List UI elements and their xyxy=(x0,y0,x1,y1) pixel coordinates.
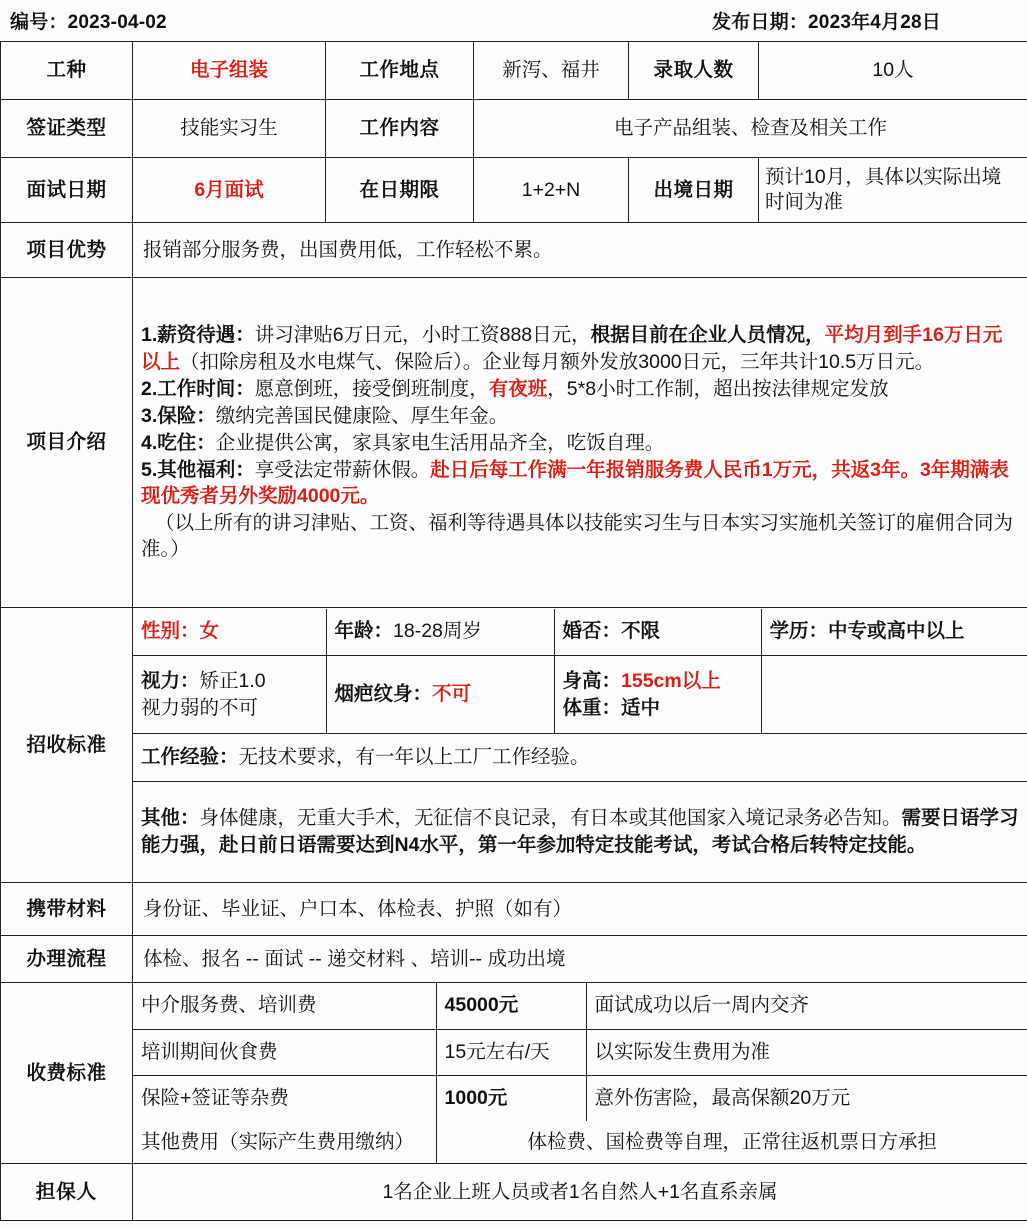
introduction-label: 项目介绍 xyxy=(1,278,133,608)
introduction-item-text: ，5*8小时工作制，超出按法律规定发放 xyxy=(547,377,889,400)
headcount-label: 录取人数 xyxy=(629,42,759,100)
job-type-label: 工种 xyxy=(1,42,133,100)
document-code-value: 2023-04-02 xyxy=(67,12,167,33)
introduction-item-title: 4.吃住： xyxy=(141,431,216,454)
table-row-standards xyxy=(1,608,1027,883)
introduction-item xyxy=(141,430,1019,456)
introduction-item xyxy=(141,376,1019,402)
introduction-item-text: 赴日后每工作满一年报销服务费人民币1万元，共返3年。3年期满表现优秀者另外奖励4000元。 xyxy=(141,459,1009,508)
marriage-cell xyxy=(554,609,761,656)
fee-note: 面试成功以后一周内交齐 xyxy=(586,983,1027,1029)
guarantor-value: 1名企业上班人员或者1名自然人+1名直系亲属 xyxy=(133,1164,1027,1221)
process-value: 体检、报名 -- 面试 -- 递交材料 、培训-- 成功出境 xyxy=(133,936,1027,983)
standards-row-basic xyxy=(133,609,1027,656)
interview-date-label: 面试日期 xyxy=(1,158,133,223)
introduction-item-text: 享受法定带薪休假。 xyxy=(254,459,431,482)
fees-grid-cell xyxy=(133,983,1027,1164)
fee-amount: 15元左右/天 xyxy=(436,1029,586,1075)
gender-cell xyxy=(133,609,326,656)
standards-row-experience xyxy=(133,734,1027,782)
fee-note: 意外伤害险，最高保额20万元 xyxy=(586,1075,1027,1121)
fees-row xyxy=(133,1029,1027,1075)
tattoo-value: 不可 xyxy=(432,683,472,706)
table-row-process xyxy=(1,936,1027,983)
fee-item: 培训期间伙食费 xyxy=(133,1029,436,1075)
work-content-label: 工作内容 xyxy=(326,100,474,158)
introduction-item xyxy=(141,322,1019,374)
fees-row-other xyxy=(133,1121,1027,1163)
stay-period-label: 在日期限 xyxy=(326,158,474,223)
education-label: 学历： xyxy=(769,620,829,643)
standards-row-physical xyxy=(133,656,1027,734)
table-row-visa xyxy=(1,100,1027,158)
gender-value: 女 xyxy=(199,620,220,643)
fee-amount: 45000元 xyxy=(436,983,586,1029)
introduction-item-title: 2.工作时间： xyxy=(141,377,255,400)
standards-grid-cell xyxy=(133,608,1027,883)
introduction-item-text: 愿意倒班，接受倒班制度， xyxy=(254,377,489,400)
stay-period-value: 1+2+N xyxy=(474,158,629,223)
age-value: 18-28周岁 xyxy=(393,620,482,643)
publish-date-value: 2023年4月28日 xyxy=(808,12,941,33)
table-row-introduction xyxy=(1,278,1027,608)
fees-grid xyxy=(133,983,1027,1163)
other-requirements-cell xyxy=(133,782,1027,882)
introduction-item-text: （扣除房租及水电煤气、保险后）。企业每月额外发放3000日元，三年共计10.5万日元。 xyxy=(180,350,935,373)
standards-grid xyxy=(133,609,1027,882)
table-row-interview xyxy=(1,158,1027,223)
advantage-value: 报销部分服务费，出国费用低，工作轻松不累。 xyxy=(133,223,1027,278)
marriage-value: 不限 xyxy=(621,620,661,643)
height-line xyxy=(563,668,753,694)
other-requirements-label: 其他： xyxy=(141,807,200,830)
fees-other-note: 体检费、国检费等自理，正常往返机票日方承担 xyxy=(436,1121,1027,1163)
introduction-item-text: 有夜班 xyxy=(488,377,548,400)
fee-item: 保险+签证等杂费 xyxy=(133,1075,436,1121)
table-row-fees xyxy=(1,983,1027,1164)
advantage-label: 项目优势 xyxy=(1,223,133,278)
fees-row xyxy=(133,1075,1027,1121)
table-row-job-type xyxy=(1,42,1027,100)
vision-cell xyxy=(133,656,326,734)
introduction-item-text: 企业提供公寓，家具家电生活用品齐全，吃饭自理。 xyxy=(215,431,665,454)
introduction-item-text: 缴纳完善国民健康险、厚生年金。 xyxy=(215,404,509,427)
publish-date xyxy=(712,7,1013,34)
weight-label: 体重： xyxy=(562,696,622,719)
vision-value: 矫正1.0 xyxy=(199,670,266,693)
publish-date-label: 发布日期： xyxy=(712,12,809,33)
introduction-item-title: 3.保险： xyxy=(141,404,216,427)
document-code-label: 编号： xyxy=(10,12,68,33)
introduction-item-text: 讲习津贴6万日元，小时工资888日元， xyxy=(254,324,591,347)
fees-label: 收费标准 xyxy=(1,983,133,1164)
introduction-body xyxy=(133,278,1027,608)
tattoo-label: 烟疤纹身： xyxy=(334,683,433,706)
tattoo-cell xyxy=(326,656,554,734)
document-code xyxy=(10,7,167,34)
visa-label: 签证类型 xyxy=(1,100,133,158)
introduction-item-title: 5.其他福利： xyxy=(141,459,255,482)
fee-note: 以实际发生费用为准 xyxy=(586,1029,1027,1075)
experience-cell xyxy=(133,734,1027,782)
gender-label: 性别： xyxy=(141,620,200,643)
other-requirements-normal: 身体健康，无重大手术，无征信不良记录，有日本或其他国家入境记录务必告知。 xyxy=(199,807,902,830)
experience-value: 无技术要求，有一年以上工厂工作经验。 xyxy=(238,746,590,769)
introduction-item-text: 平均月到手16万日元以上 xyxy=(141,324,1003,373)
introduction-footnote: （以上所有的讲习津贴、工资、福利等待遇具体以技能实习生与日本实习实施机关签订的雇佣合同为准。） xyxy=(141,512,1014,561)
table-row-advantage xyxy=(1,223,1027,278)
introduction-item-text: 根据目前在企业人员情况， xyxy=(590,324,825,347)
materials-label: 携带材料 xyxy=(1,883,133,936)
departure-date-value: 预计10月，具体以实际出境时间为准 xyxy=(759,158,1027,223)
height-weight-cell xyxy=(554,656,761,734)
vision-line xyxy=(141,668,318,694)
fee-item: 中介服务费、培训费 xyxy=(133,983,436,1029)
standards-empty-cell xyxy=(761,656,1027,734)
introduction-item xyxy=(141,457,1019,509)
other-requirements-bold: 需要日语学习能力强，赴日前日语需要达到N4水平，第一年参加特定技能考试，考试合格后转特定技能。 xyxy=(141,807,1019,856)
fees-row xyxy=(133,983,1027,1029)
weight-line xyxy=(563,695,753,721)
introduction-item-title: 1.薪资待遇： xyxy=(141,324,255,347)
work-place-value: 新泻、福井 xyxy=(474,42,629,100)
interview-date-value: 6月面试 xyxy=(133,158,326,223)
height-value: 155cm以上 xyxy=(621,670,721,693)
standards-row-other xyxy=(133,782,1027,882)
work-content-value: 电子产品组装、检查及相关工作 xyxy=(474,100,1027,158)
education-value: 中专或高中以上 xyxy=(828,620,965,643)
headcount-value: 10人 xyxy=(759,42,1027,100)
age-label: 年龄： xyxy=(334,620,394,643)
recruitment-table xyxy=(0,41,1027,1221)
weight-value: 适中 xyxy=(621,696,661,719)
process-label: 办理流程 xyxy=(1,936,133,983)
marriage-label: 婚否： xyxy=(562,620,622,643)
visa-value: 技能实习生 xyxy=(133,100,326,158)
table-row-materials xyxy=(1,883,1027,936)
age-cell xyxy=(326,609,554,656)
job-type-value: 电子组装 xyxy=(133,42,326,100)
vision-label: 视力： xyxy=(141,670,200,693)
standards-label: 招收标准 xyxy=(1,608,133,883)
introduction-item xyxy=(141,403,1019,429)
document-header xyxy=(0,0,1027,41)
height-label: 身高： xyxy=(562,670,622,693)
education-cell xyxy=(761,609,1027,656)
experience-label: 工作经验： xyxy=(141,746,239,769)
guarantor-label: 担保人 xyxy=(1,1164,133,1221)
fees-other-item: 其他费用（实际产生费用缴纳） xyxy=(133,1121,436,1163)
departure-date-label: 出境日期 xyxy=(629,158,759,223)
work-place-label: 工作地点 xyxy=(326,42,474,100)
vision-note: 视力弱的不可 xyxy=(141,696,259,719)
fee-amount: 1000元 xyxy=(436,1075,586,1121)
materials-value: 身份证、毕业证、户口本、体检表、护照（如有） xyxy=(133,883,1027,936)
table-row-guarantor xyxy=(1,1164,1027,1221)
